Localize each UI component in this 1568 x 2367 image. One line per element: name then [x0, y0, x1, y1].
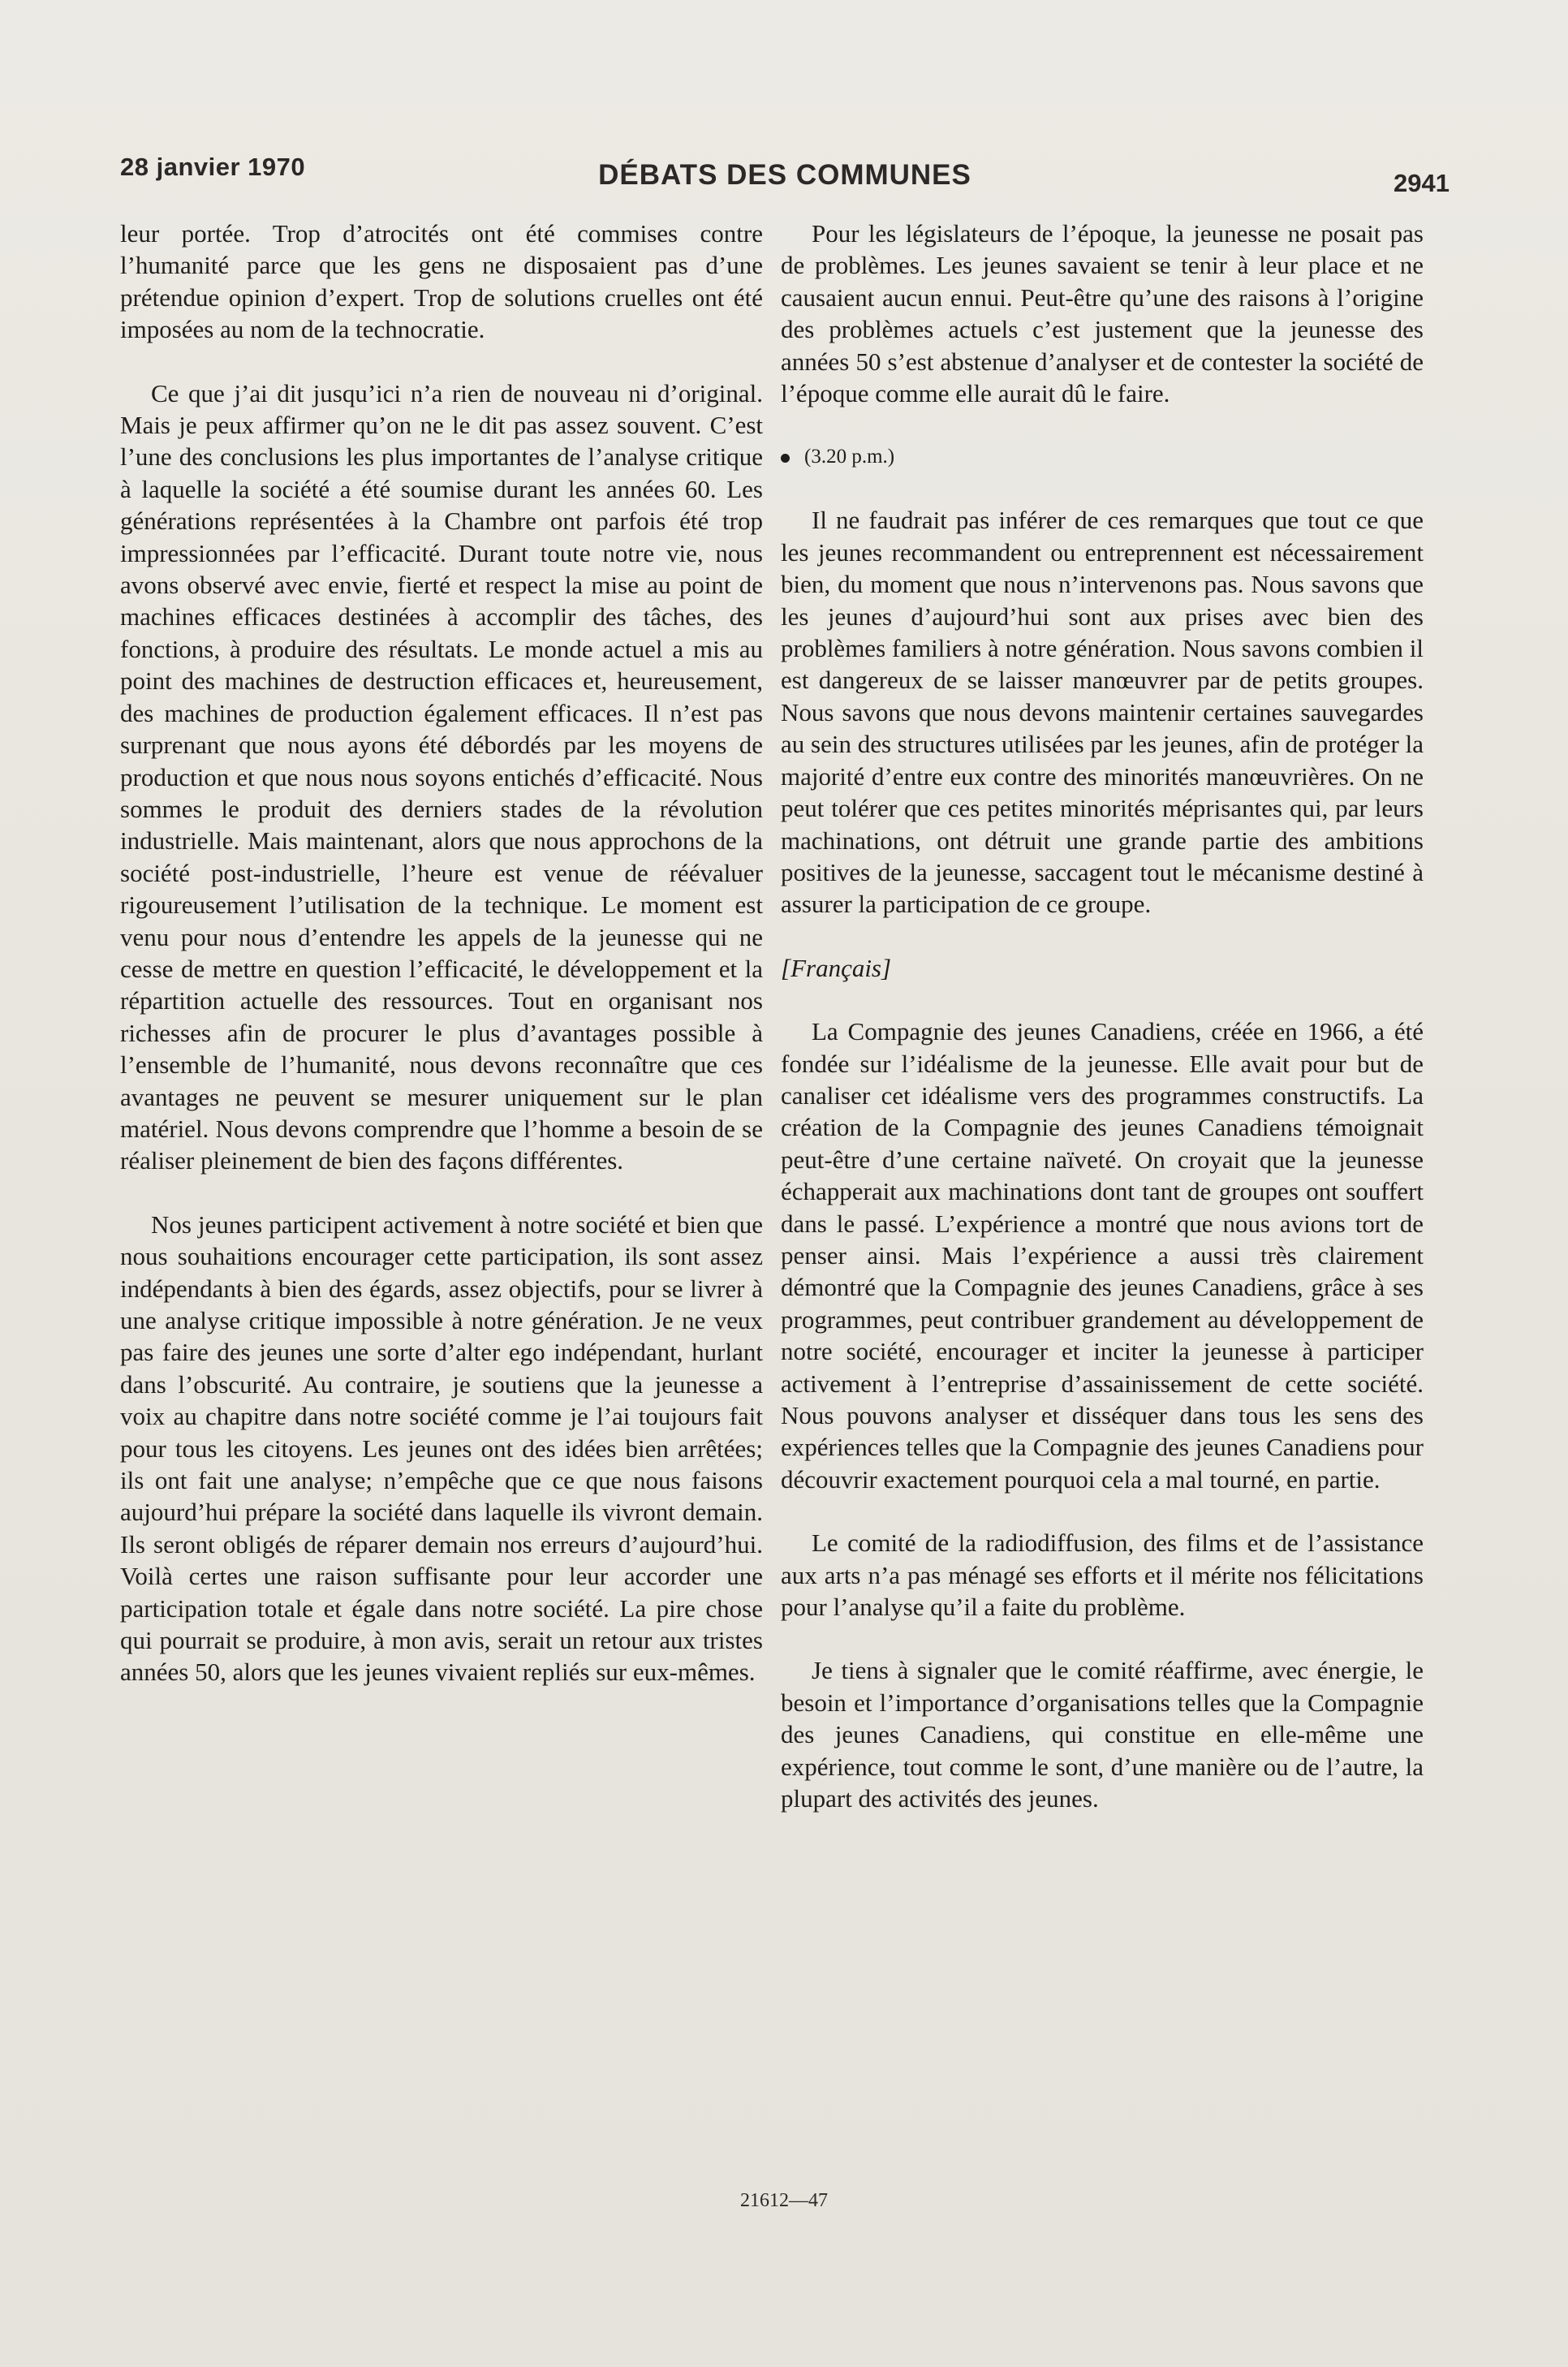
- paragraph: Nos jeunes participent activement à notre société et bien que nous souhaitions encourager cette participation, ils sont assez indépendants à bien des égards, assez objectifs, pour se livrer à une analyse critique impossible à notre génération. Je ne veux pas faire des jeunes une sorte d’alter ego indépendant, hurlant dans l’obscurité. Au contraire, je soutiens que la jeunesse a voix au chapitre dans notre société comme je l’ai toujours fait pour tous les citoyens. Les jeunes ont des idées bien arrêtées; ils ont fait une analyse; n’empêche que ce que nous faisons aujourd’hui prépare la société dans laquelle ils vivront demain. Ils seront obligés de réparer demain nos erreurs d’aujourd’hui. Voilà certes une raison suffisante pour leur accorder une participation totale et égale dans notre société. La pire chose qui pourrait se produire, à mon avis, serait un retour aux tristes années 50, alors que les jeunes vivaient repliés sur eux-mêmes.: [120, 1209, 763, 1687]
- header-title: DÉBATS DES COMMUNES: [598, 159, 971, 191]
- time-stamp: [781, 441, 1424, 472]
- left-column: [120, 218, 763, 1720]
- paragraph: Pour les législateurs de l’époque, la jeunesse ne posait pas de problèmes. Les jeunes savaient se tenir à leur place et ne causaient aucun ennui. Peut-être qu’une des raisons à l’origine des problèmes actuels c’est justement que la jeunesse des années 50 s’est abstenue d’analyser et de contester la société de l’époque comme elle aurait dû le faire.: [781, 219, 1424, 408]
- paragraph: La Compagnie des jeunes Canadiens, créée en 1966, a été fondée sur l’idéalisme de la jeunesse. Elle avait pour but de canaliser cet idéalisme vers des programmes constructifs. La création de la Compagnie des jeunes Canadiens témoignait peut-être d’une certaine naïveté. On croyait que la jeunesse échapperait aux machinations dont tant de groupes ont souffert dans le passé. L’expérience a montré que nous avions tort de penser ainsi. Mais l’expérience a aussi très clairement démontré que la Compagnie des jeunes Canadiens, grâce à ses programmes, peut contribuer grandement au développement de notre société, encourager et inciter la jeunesse à participer activement à l’entreprise d’assainissement de cette société. Nous pouvons analyser et disséquer dans tous les sens des expériences telles que la Compagnie des jeunes Canadiens pour découvrir exactement pourquoi cela a mal tourné, en partie.: [781, 1017, 1424, 1494]
- right-column: [781, 218, 1424, 1846]
- paragraph: leur portée. Trop d’atrocités ont été commises contre l’humanité parce que les gens ne disposaient pas d’une prétendue opinion d’expert. Trop de solutions cruelles ont été imposées au nom de la technocratie.: [120, 219, 763, 344]
- page-number: 2941: [1394, 169, 1450, 197]
- paragraph: Le comité de la radiodiffusion, des films et de l’assistance aux arts n’a pas ménagé ses efforts et il mérite nos félicitations pour l’analyse qu’il a faite du problème.: [781, 1528, 1424, 1622]
- header-date: 28 janvier 1970: [120, 153, 306, 181]
- signature-code: 21612—47: [740, 2190, 828, 2211]
- language-label: [Français]: [781, 953, 892, 982]
- paragraph: Je tiens à signaler que le comité réaffirme, avec énergie, le besoin et l’importance d’organisations telles que la Compagnie des jeunes Canadiens, qui constitue en elle-même une expérience, tout comme le sont, d’une manière ou de l’autre, la plupart des activités des jeunes.: [781, 1656, 1424, 1813]
- paragraph: Il ne faudrait pas inférer de ces remarques que tout ce que les jeunes recommandent ou entreprennent est nécessairement bien, du moment que nous n’intervenons pas. Nous savons que les jeunes d’aujourd’hui sont aux prises avec bien des problèmes familiers à notre génération. Nous savons combien il est dangereux de se laisser manœuvrer par de petits groupes. Nous savons que nous devons maintenir certaines sauvegardes au sein des structures utilisées par les jeunes, afin de protéger la majorité d’entre eux contre des minorités manœuvrières. On ne peut tolérer que ces petites minorités méprisantes qui, par leurs machinations, ont détruit une grande partie des ambitions positives de la jeunesse, saccagent tout le mécanisme destiné à assurer la participation de ce groupe.: [781, 506, 1424, 919]
- time-stamp-text: (3.20 p.m.): [804, 446, 895, 468]
- bullet-icon: [781, 454, 790, 463]
- paragraph: Ce que j’ai dit jusqu’ici n’a rien de nouveau ni d’original. Mais je peux affirmer qu’on ne le dit pas assez souvent. C’est l’une des conclusions les plus importantes de l’analyse critique à laquelle la société a été soumise durant les années 60. Les générations représentées à la Chambre ont parfois été trop impressionnées par l’efficacité. Durant toute notre vie, nous avons observé avec envie, fierté et respect la mise au point de machines efficaces destinées à accomplir des tâches, des fonctions, à produire des résultats. Le monde actuel a mis au point des machines de destruction efficaces et, heureusement, des machines de production également efficaces. Il n’est pas surprenant que nous ayons été débordés par les moyens de production et que nous nous soyons entichés d’efficacité. Nous sommes le produit des derniers stades de la révolution industrielle. Mais maintenant, alors que nous approchons de la société post-industrielle, l’heure est venue de réévaluer rigoureusement l’utilisation de la technique. Le moment est venu pour nous d’entendre les appels de la jeunesse qui ne cesse de mettre en question l’efficacité, le développement et la répartition actuelle des ressources. Tout en organisant nos richesses afin de procurer le plus d’avantages possible à l’ensemble de l’humanité, nous devons reconnaître que ces avantages ne peuvent se mesurer uniquement sur le plan matériel. Nous devons comprendre que l’homme a besoin de se réaliser pleinement de bien des façons différentes.: [120, 378, 763, 1175]
- running-header: [120, 153, 1450, 197]
